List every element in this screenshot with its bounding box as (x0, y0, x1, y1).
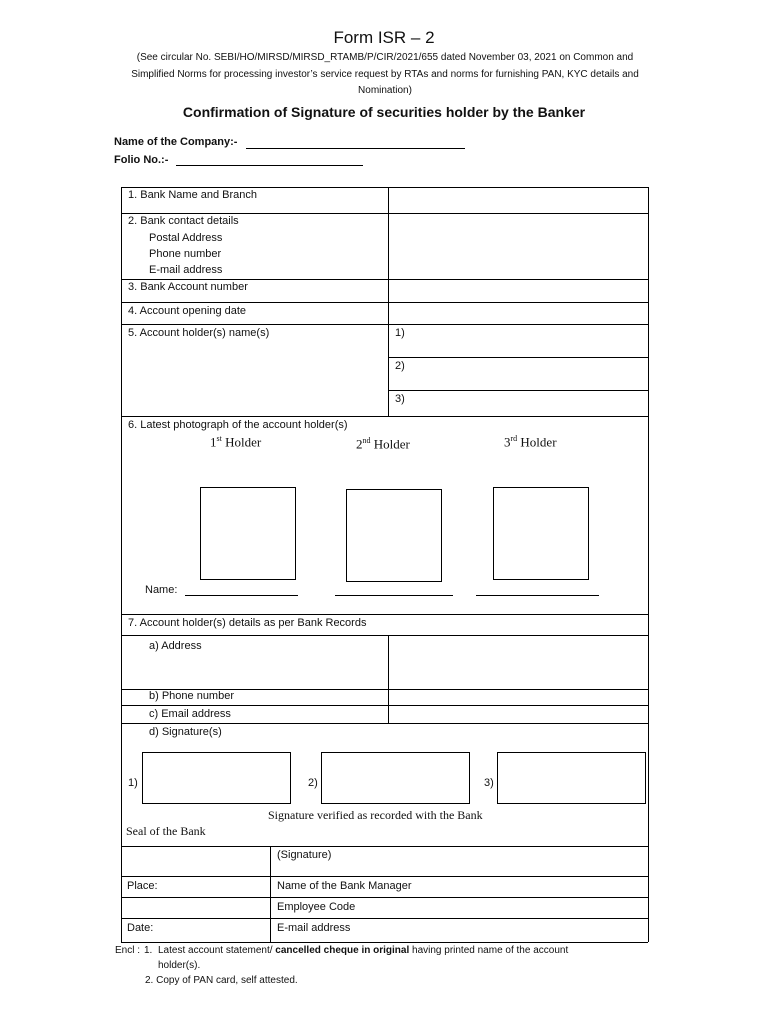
record-phone-label: b) Phone number (149, 690, 234, 702)
record-signatures-label: d) Signature(s) (149, 726, 222, 738)
place-label: Place: (127, 880, 158, 892)
signature-3-number: 3) (484, 777, 494, 789)
row-opening-date-label: 4. Account opening date (128, 305, 247, 317)
folio-number-field[interactable] (176, 165, 363, 166)
record-address-field[interactable] (389, 636, 647, 689)
form-heading: Confirmation of Signature of securities holder by the Banker (182, 104, 586, 120)
holder-name-2-label: 2) (395, 360, 405, 372)
holder-1-heading: 1st Holder (210, 434, 262, 450)
date-label: Date: (127, 922, 154, 934)
enclosure-1-number: 1. (144, 945, 153, 956)
enclosure-2: 2. Copy of PAN card, self attested. (145, 975, 298, 986)
bank-contact-field[interactable] (389, 214, 647, 279)
phone-number-label: Phone number (149, 248, 222, 260)
bank-manager-email-label: E-mail address (277, 922, 351, 934)
company-name-field[interactable] (246, 148, 465, 149)
employee-code-label: Employee Code (277, 901, 356, 913)
row-bank-records-label: 7. Account holder(s) details as per Bank Records (128, 617, 367, 629)
photo-box-3[interactable] (493, 487, 589, 580)
circular-note: (See circular No. SEBI/HO/MIRSD/MIRSD_RTAMB/P/CIR/2021/655 dated November 03, 2021 on Common and Simplified Norms for processing investor’s service request by RTAs and norms for furnishing PAN, KYC details and Nomination) (131, 52, 639, 96)
photo-box-1[interactable] (200, 487, 296, 580)
photo-name-1-field[interactable] (185, 595, 298, 596)
enclosure-1: Latest account statement/ cancelled cheque in original having printed name of the account (158, 945, 569, 956)
bank-name-field[interactable] (389, 188, 647, 213)
row-account-number-label: 3. Bank Account number (128, 281, 248, 293)
signature-2-number: 2) (308, 777, 318, 789)
holder-name-1-label: 1) (395, 327, 405, 339)
signature-box-3[interactable] (497, 752, 646, 804)
signature-box-2[interactable] (321, 752, 470, 804)
signature-1-number: 1) (128, 777, 138, 789)
folio-label: Folio No.:- (114, 154, 169, 166)
postal-address-label: Postal Address (149, 232, 223, 244)
record-phone-field[interactable] (389, 690, 647, 705)
enclosures-label: Encl : (115, 945, 141, 956)
holder-name-3-label: 3) (395, 393, 405, 405)
banker-signature-label: (Signature) (277, 849, 332, 861)
enclosure-1-continuation: holder(s). (158, 960, 201, 971)
photo-name-label: Name: (145, 584, 178, 596)
opening-date-field[interactable] (389, 303, 647, 324)
row-holder-names-label: 5. Account holder(s) name(s) (128, 327, 270, 339)
photo-name-3-field[interactable] (476, 595, 599, 596)
photo-name-2-field[interactable] (335, 595, 453, 596)
email-address-label: E-mail address (149, 264, 223, 276)
photo-box-2[interactable] (346, 489, 442, 582)
signature-box-1[interactable] (142, 752, 291, 804)
record-email-label: c) Email address (149, 708, 231, 720)
bank-manager-name-label: Name of the Bank Manager (277, 880, 412, 892)
record-email-field[interactable] (389, 706, 647, 723)
form-title: Form ISR – 2 (333, 28, 435, 47)
seal-of-bank-label: Seal of the Bank (126, 824, 206, 838)
row-bank-name-label: 1. Bank Name and Branch (128, 189, 258, 201)
company-label: Name of the Company:- (114, 136, 238, 148)
row-photograph-label: 6. Latest photograph of the account holder(s) (128, 419, 348, 431)
signature-verified-text: Signature verified as recorded with the Bank (268, 808, 483, 822)
record-address-label: a) Address (149, 640, 202, 652)
holder-3-heading: 3rd Holder (504, 434, 557, 450)
holder-2-heading: 2nd Holder (356, 436, 410, 452)
account-number-field[interactable] (389, 280, 647, 302)
row-bank-contact-label: 2. Bank contact details (128, 215, 239, 227)
